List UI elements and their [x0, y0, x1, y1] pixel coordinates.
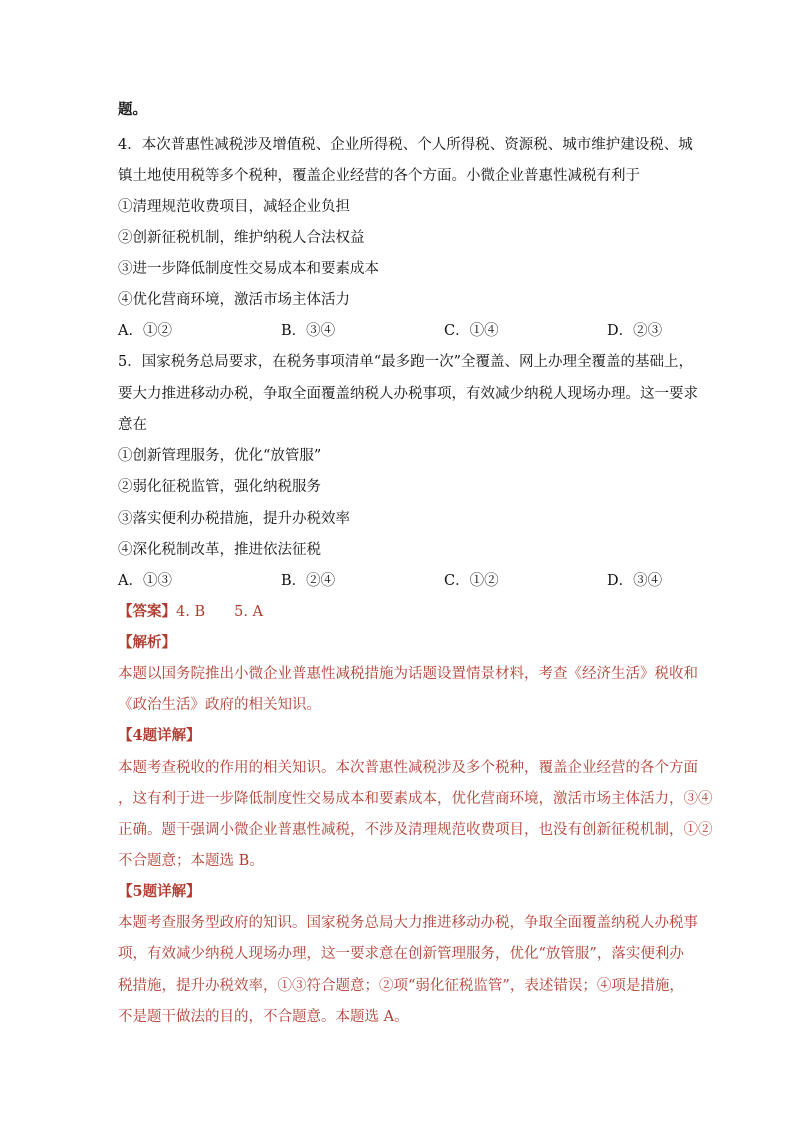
detail4-line3-text: 正确。题干强调小微企业普惠性减税，不涉及清理规范收费项目，也没有创新征税机制，	[118, 822, 684, 838]
q4-item-1: ①清理规范收费项目，减轻企业负担	[118, 199, 350, 215]
answer-value: 4. B 5. A	[176, 604, 264, 620]
detail5-line2: 项，有效减少纳税人现场办理，这一要求意在创新管理服务，优化“放管服”，落实便利办	[118, 946, 684, 962]
analysis-line2: 《政治生活》政府的相关知识。	[118, 697, 321, 713]
detail4-line4: 不合题意；本题选 B。	[118, 853, 264, 869]
q4-option-d: D．②③	[607, 323, 663, 339]
q4-stem-line1: 4．本次普惠性减税涉及增值税、企业所得税、个人所得税、资源税、城市维护建设税、城	[118, 137, 693, 153]
detail4-line3-ref: ①②	[683, 822, 713, 838]
detail4-line2-text: ，这有利于进一步降低制度性交易成本和要素成本，优化营商环境，激活市场主体活力，	[118, 791, 684, 807]
q4-option-a: A．①②	[118, 323, 172, 339]
analysis-line1: 本题以国务院推出小微企业普惠性减税措施为话题设置情景材料，考查《经济生活》税收和	[118, 666, 698, 682]
q5-item-1: ①创新管理服务，优化“放管服”	[118, 448, 322, 464]
q5-option-a: A．①③	[118, 573, 172, 589]
detail5-line4: 不是题干做法的目的，不合题意。本题选 A。	[118, 1009, 409, 1025]
q5-item-3: ③落实便利办税措施，提升办税效率	[118, 511, 350, 527]
detail4-line3	[118, 820, 713, 840]
q4-option-c: C．①④	[444, 323, 499, 339]
analysis-label: 【解析】	[118, 634, 176, 651]
q5-option-b: B．②④	[281, 573, 336, 589]
q4-stem-line2: 镇土地使用税等多个税种，覆盖企业经营的各个方面。小微企业普惠性减税有利于	[118, 168, 640, 184]
q5-stem-line1: 5．国家税务总局要求，在税务事项清单“最多跑一次”全覆盖、网上办理全覆盖的基础上，	[118, 354, 694, 370]
q4-option-b: B．③④	[281, 323, 336, 339]
q5-option-d: D．③④	[607, 573, 663, 589]
detail4-line2	[118, 789, 713, 809]
detail5-line1: 本题考查服务型政府的知识。国家税务总局大力推进移动办税，争取全面覆盖纳税人办税事	[118, 915, 698, 931]
detail5-line3	[118, 976, 684, 996]
q5-item-4: ④深化税制改革，推进依法征税	[118, 542, 321, 558]
detail5-label: 【5题详解】	[118, 883, 201, 900]
detail5-line3-ref: ①③	[277, 978, 307, 994]
q5-stem-line3: 意在	[118, 417, 147, 433]
q4-item-4: ④优化营商环境，激活市场主体活力	[118, 292, 350, 308]
answer-line	[118, 602, 263, 622]
q5-item-2: ②弱化征税监管，强化纳税服务	[118, 479, 321, 495]
q5-option-c: C．①②	[444, 573, 499, 589]
detail4-line2-ref: ③④	[683, 791, 713, 807]
q5-stem-line2: 要大力推进移动办税，争取全面覆盖纳税人办税事项，有效减少纳税人现场办理。这一要求	[118, 386, 698, 402]
answer-label: 【答案】	[118, 603, 176, 620]
top-fragment: 题。	[118, 101, 147, 118]
q4-item-2: ②创新征税机制，维护纳税人合法权益	[118, 230, 365, 246]
detail4-label: 【4题详解】	[118, 727, 201, 744]
detail4-line1: 本题考查税收的作用的相关知识。本次普惠性减税涉及多个税种，覆盖企业经营的各个方面	[118, 760, 698, 776]
q4-item-3: ③进一步降低制度性交易成本和要素成本	[118, 261, 379, 277]
detail5-line3-text-b: 符合题意；②项“弱化征税监管”，表述错误；④项是措施，	[306, 978, 684, 994]
detail5-line3-text-a: 税措施，提升办税效率，	[118, 978, 278, 994]
